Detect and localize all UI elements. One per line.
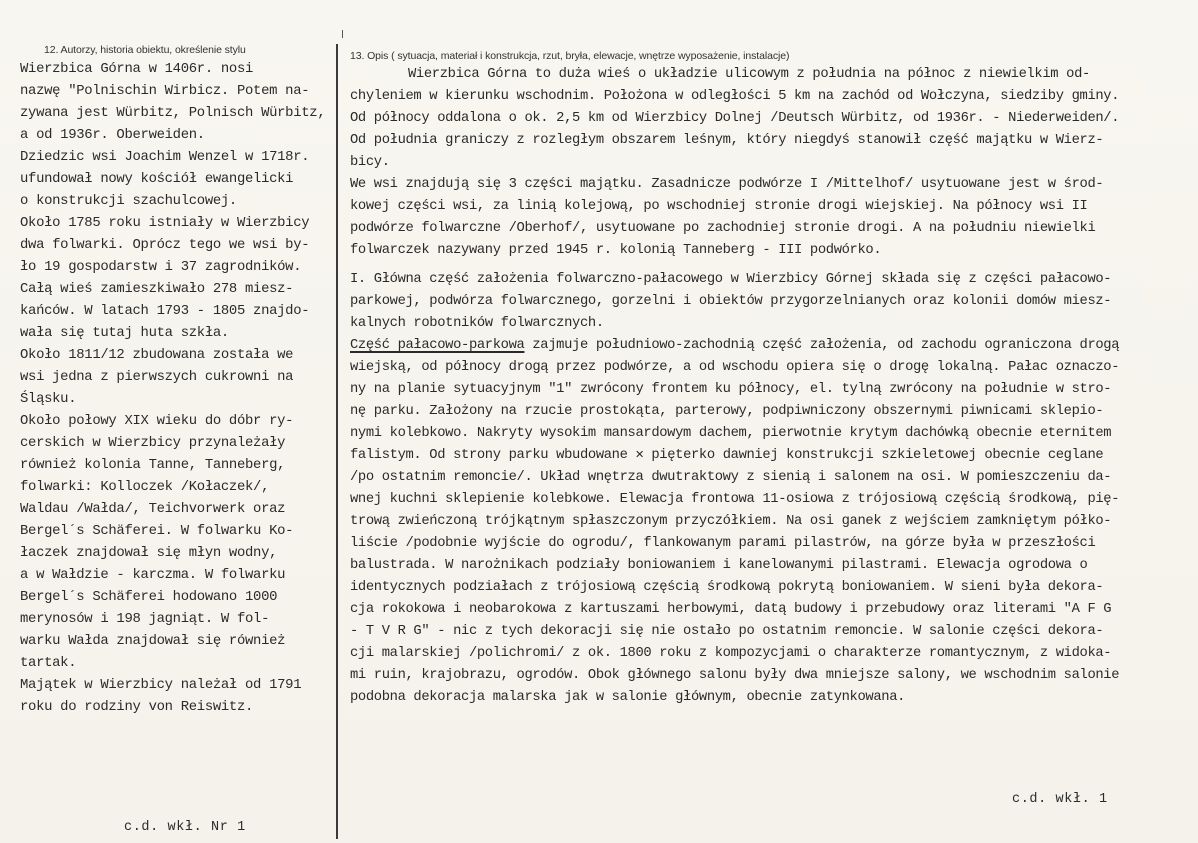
- text-line: wnej kuchni sklepienie kolebkowe. Elewacja frontowa 11-osiowa z trójosiową częścią środkową, pię-: [350, 492, 1120, 507]
- text-line: ło 19 gospodarstw i 37 zagrodników.: [20, 259, 302, 275]
- text-line: Od południa graniczy z rozległym obszarem leśnym, który niegdyś stanowił część majątku w Wierz-: [350, 133, 1104, 148]
- text-line: kalnych robotników folwarcznych.: [350, 316, 604, 331]
- description-column: [350, 50, 1190, 709]
- text-line: trową zwieńczoną trójkątnym spłaszczonym przyczółkiem. Na osi ganek z wejściem zamkniętym półko-: [350, 514, 1112, 529]
- text-line: parkowej, podwórza folwarcznego, gorzelni i obiektów przygorzelnianych oraz kolonii domów miesz-: [350, 294, 1112, 309]
- text-line: Dziedzic wsi Joachim Wenzel w 1718r.: [20, 149, 310, 165]
- text-line: a w Wałdzie - karczma. W folwarku: [20, 567, 286, 583]
- text-line: podobna dekoracja malarska jak w salonie głównym, obecnie zatynkowana.: [350, 690, 906, 705]
- text-line: cja rokokowa i neobarokowa z kartuszami herbowymi, datą budowy i przebudowy oraz literami "A F G: [350, 602, 1112, 617]
- continuation-reference-left: c.d. wkł. Nr 1: [124, 820, 246, 835]
- text-line: Wierzbica Górna to duża wieś o układzie ulicowym z południa na północ z niewielkim od-: [408, 67, 1090, 82]
- text-line: Od północy oddalona o ok. 2,5 km od Wierzbicy Dolnej /Deutsch Würbitz, od 1936r. - Niederweiden/.: [350, 111, 1120, 126]
- text-line: merynosów i 198 jagniąt. W fol-: [20, 611, 270, 627]
- continuation-reference-right: c.d. wkł. 1: [1012, 792, 1108, 807]
- text-line: /po ostatnim remoncie/. Układ wnętrza dwutraktowy z sienią i salonem na osi. W pomieszczeniu da-: [350, 470, 1112, 485]
- text-line: mi ruin, krajobrazu, ogrodów. Obok głównego salonu były dwa mniejsze salony, we wschodnim salonie: [350, 668, 1120, 683]
- text-line: łaczek znajdował się młyn wodny,: [20, 545, 278, 561]
- text-line: bicy.: [350, 155, 390, 170]
- text-line: podwórze folwarczne /Oberhof/, usytuowane po zachodniej stronie drogi. A na południu niewielki: [350, 221, 1096, 236]
- paragraph-gap: [350, 262, 1190, 269]
- text-line: - T V R G" - nic z tych dekoracji się nie ostało po ostatnim remoncie. W salonie części dekora-: [350, 624, 1104, 639]
- text-line: Około 1811/12 zbudowana została we: [20, 347, 294, 363]
- text-line: tartak.: [20, 655, 77, 671]
- text-line: kowej części wsi, za linią kolejową, po wschodniej stronie drogi wiejskiej. Na północy wsi II: [350, 199, 1088, 214]
- text-line: warku Wałda znajdował się również: [20, 633, 286, 649]
- text-line: nazwę "Polnischin Wirbicz. Potem na-: [20, 83, 310, 99]
- text-line: Śląsku.: [20, 391, 77, 407]
- text-line: [350, 335, 1190, 357]
- history-column: [20, 44, 334, 718]
- text-line: nę parku. Założony na rzucie prostokąta, parterowy, podpiwniczony obszernymi piwnicami sklepio-: [350, 404, 1104, 419]
- text-line: nymi kolebkowo. Nakryty wysokim mansardowym dachem, pierwotnie krytym dachówką obecnie eternitem: [350, 426, 1112, 441]
- text-line: cerskich w Wierzbicy przynależały: [20, 435, 286, 451]
- text-line: liście /podobnie wyjście do ogrodu/, flankowanym parami pilastrów, na górze była w przeszłości: [350, 536, 1096, 551]
- text-line: Około 1785 roku istniały w Wierzbicy: [20, 215, 310, 231]
- text-line: o konstrukcji szachulcowej.: [20, 193, 237, 209]
- text-line: falistym. Od strony parku wbudowane ✕ pięterko dawniej konstrukcji szkieletowej obecnie ceglane: [350, 448, 1104, 463]
- text-line: chyleniem w kierunku wschodnim. Położona w odległości 5 km na zachód od Wołczyna, siedziby gminy.: [350, 89, 1120, 104]
- text-line: Wierzbica Górna w 1406r. nosi: [20, 61, 254, 77]
- text-line: dwa folwarki. Oprócz tego we wsi by-: [20, 237, 310, 253]
- text-line: balustrada. W narożnikach podziały boniowaniem i kanelowanymi pilastrami. Elewacja ogrodowa o: [350, 558, 1088, 573]
- description-section-header: 13. Opis ( sytuacja, materiał i konstrukcja, rzut, bryła, elewacje, wnętrze wyposażenie, instalacje): [350, 50, 790, 62]
- text-line: ufundował nowy kościół ewangelicki: [20, 171, 294, 187]
- text-line: Bergel´s Schäferei hodowano 1000: [20, 589, 278, 605]
- text-line: kańców. W latach 1793 - 1805 znajdo-: [20, 303, 310, 319]
- text-line: zywana jest Würbitz, Polnisch Würbitz,: [20, 105, 326, 121]
- text-segment: zajmuje południowo-zachodnią część założenia, od zachodu ograniczona drogą: [524, 338, 1120, 353]
- text-line: ny na planie sytuacyjnym "1" zwrócony frontem ku północy, el. tylną zwrócony na południe w stro-: [350, 382, 1112, 397]
- text-line: wsi jedna z pierwszych cukrowni na: [20, 369, 294, 385]
- text-line: Całą wieś zamieszkiwało 278 miesz-: [20, 281, 294, 297]
- text-line: roku do rodziny von Reiswitz.: [20, 699, 254, 715]
- text-line: We wsi znajdują się 3 części majątku. Zasadnicze podwórze I /Mittelhof/ usytuowane jest w środ-: [350, 177, 1104, 192]
- column-divider: [336, 44, 338, 839]
- history-section-header: 12. Autorzy, historia obiektu, określenie stylu: [44, 44, 246, 56]
- text-line: folwarczek nazywany przed 1945 r. kolonią Tanneberg - III podwórko.: [350, 243, 882, 258]
- text-line: wiejską, od północy drogą przez podwórze, a od wschodu opiera się o drogę lokalną. Pałac oznaczo-: [350, 360, 1120, 375]
- text-line: Waldau /Wałda/, Teichvorwerk oraz: [20, 501, 286, 517]
- text-line: Majątek w Wierzbicy należał od 1791: [20, 677, 302, 693]
- text-line: I. Główna część założenia folwarczno-pałacowego w Wierzbicy Górnej składa się z części pałacowo-: [350, 272, 1112, 287]
- text-line: Bergel´s Schäferei. W folwarku Ko-: [20, 523, 294, 539]
- margin-mark: [342, 30, 343, 38]
- text-line: cji malarskiej /polichromi/ z ok. 1800 roku z kompozycjami o charakterze romantycznym, z widoka-: [350, 646, 1112, 661]
- underlined-heading: Część pałacowo-parkowa: [350, 338, 525, 353]
- text-line: identycznych podziałach z trójosiową częścią środkową pokrytą boniowaniem. W sieni była dekora-: [350, 580, 1104, 595]
- text-line: a od 1936r. Oberweiden.: [20, 127, 205, 143]
- text-line: Około połowy XIX wieku do dóbr ry-: [20, 413, 294, 429]
- text-line: wała się tutaj huta szkła.: [20, 325, 229, 341]
- text-line: również kolonia Tanne, Tanneberg,: [20, 457, 286, 473]
- text-line: folwarki: Kolloczek /Kołaczek/,: [20, 479, 270, 495]
